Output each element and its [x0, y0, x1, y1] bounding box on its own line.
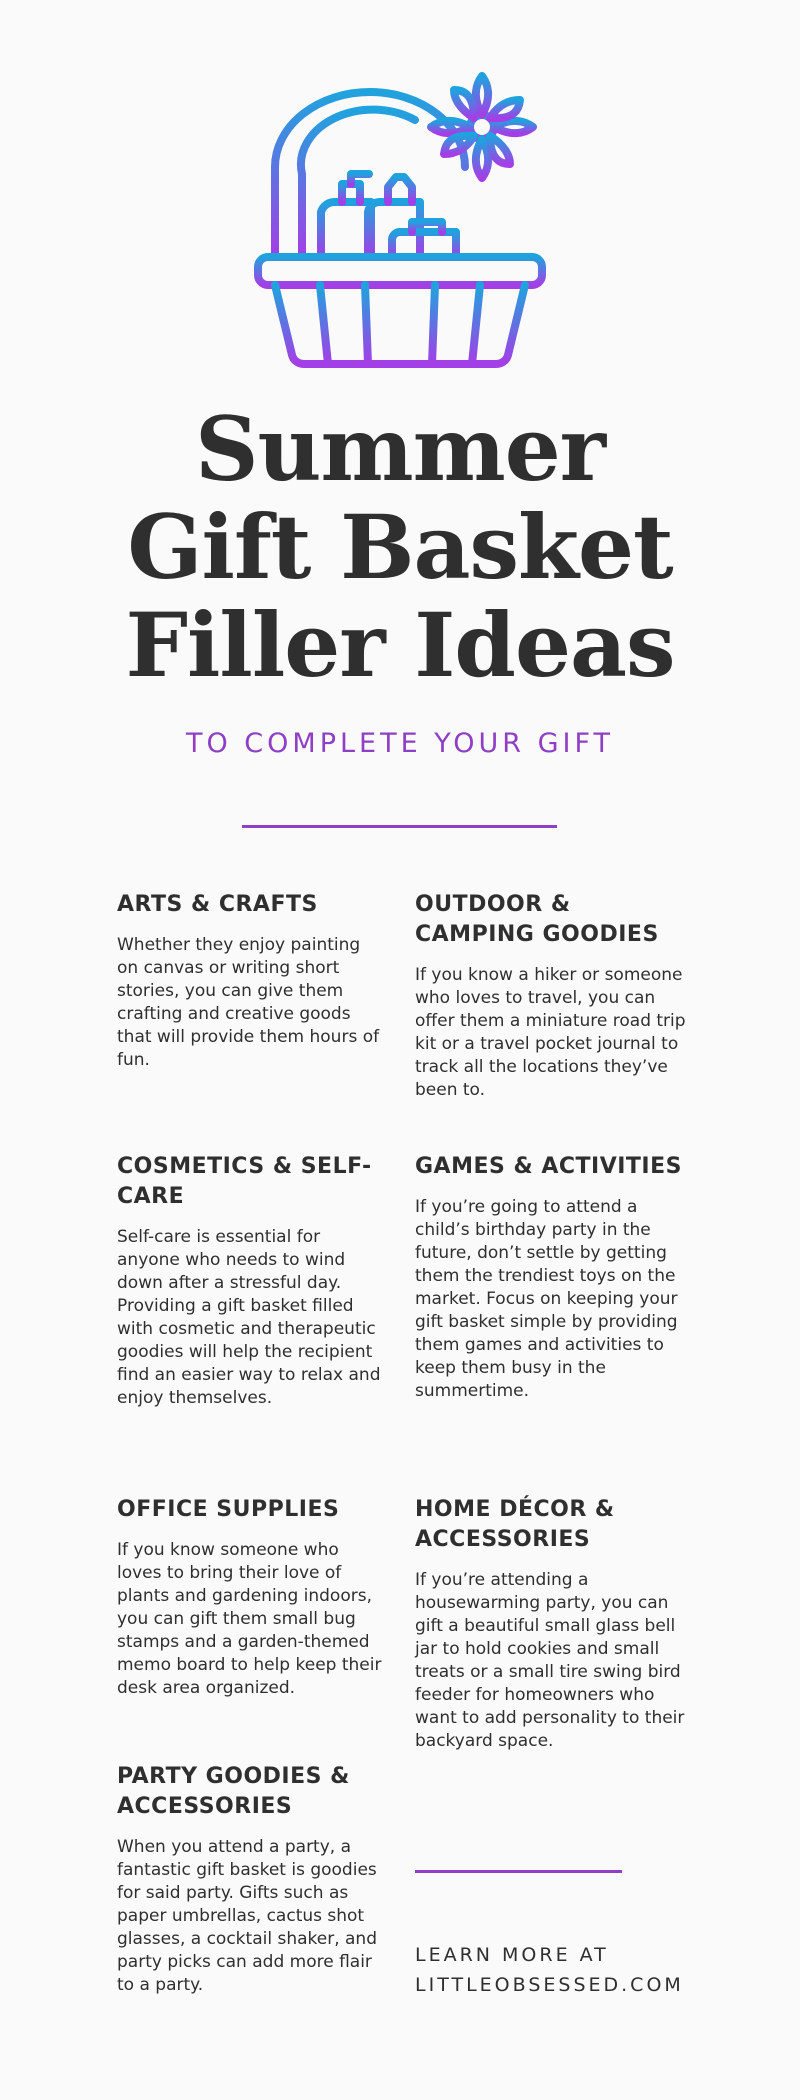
learn-more-line-2: LITTLEOBSESSED.COM [415, 1974, 684, 1996]
section-party-goodies [117, 1762, 382, 1997]
section-title: COSMETICS & SELF-CARE [117, 1154, 372, 1209]
section-title: OUTDOOR & CAMPING GOODIES [415, 892, 659, 947]
section-body: Whether they enjoy painting on canvas or writing short stories, you can give them crafting and creative goods that will provide them hours of fun. [117, 935, 380, 1070]
section-body: Self-care is essential for anyone who needs to wind down after a stressful day. Providing a gift basket filled with cosmetic and therapeutic goodies will help the recipient find an easier way to relax and enjoy themselves. [117, 1227, 381, 1408]
section-title: GAMES & ACTIVITIES [415, 1154, 682, 1179]
section-arts-crafts [117, 890, 382, 1072]
section-body: If you’re attending a housewarming party, you can gift a beautiful small glass bell jar to hold cookies and small treats or a small tire swing bird feeder for homeowners who want to add personality to their backyard space. [415, 1570, 685, 1751]
page-title [0, 397, 800, 697]
learn-more-line-1: LEARN MORE AT [415, 1944, 609, 1966]
section-body: If you’re going to attend a child’s birthday party in the future, don’t settle by getting them the trendiest toys on the market. Focus on keeping your gift basket simple by providing them games and activities to keep them busy in the summertime. [415, 1197, 678, 1401]
section-title: HOME DÉCOR & ACCESSORIES [415, 1497, 615, 1552]
section-body: If you know someone who loves to bring their love of plants and gardening indoors, you can gift them small bug stamps and a garden-themed memo board to help keep their desk area organized. [117, 1540, 382, 1698]
section-title: ARTS & CRAFTS [117, 892, 318, 917]
learn-more-link[interactable] [415, 1940, 715, 2000]
section-outdoor-camping [415, 890, 690, 1102]
title-line-1: Summer [194, 397, 606, 501]
divider-side [415, 1870, 622, 1873]
section-cosmetics-self-care [117, 1152, 382, 1410]
section-home-decor [415, 1495, 690, 1753]
section-body: When you attend a party, a fantastic gift basket is goodies for said party. Gifts such as paper umbrellas, cactus shot glasses, a cocktail shaker, and party picks can add more flair to a party. [117, 1837, 377, 1995]
divider-top [242, 825, 557, 828]
title-line-2: Gift Basket [127, 495, 673, 599]
subtitle: TO COMPLETE YOUR GIFT [185, 728, 615, 759]
gift-basket-icon [250, 72, 550, 372]
section-games-activities [415, 1152, 690, 1403]
section-body: If you know a hiker or someone who loves to travel, you can offer them a miniature road trip kit or a travel pocket journal to track all the locations they’ve been to. [415, 965, 686, 1100]
section-title: PARTY GOODIES & ACCESSORIES [117, 1764, 350, 1819]
section-office-supplies [117, 1495, 382, 1700]
section-title: OFFICE SUPPLIES [117, 1497, 340, 1522]
title-line-3: Filler Ideas [125, 593, 675, 697]
